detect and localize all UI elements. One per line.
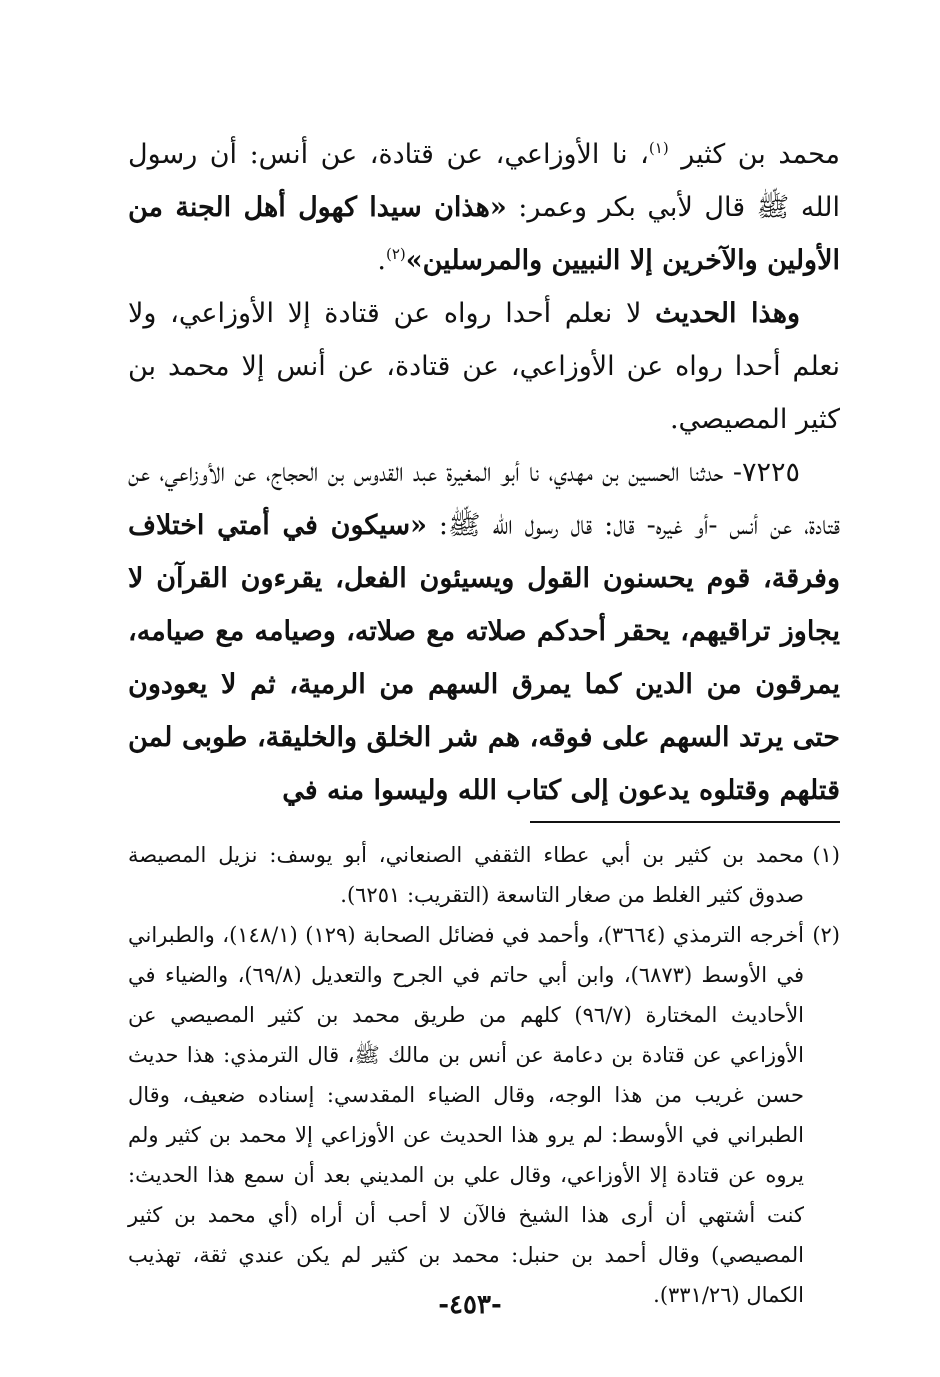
footnote-text: محمد بن كثير بن أبي عطاء الثقفي الصنعاني، أبو يوسف: نزيل المصيصة صدوق كثير الغلط من صغار التاسعة (التقريب: ٦٢٥١). — [128, 843, 804, 907]
p1-start: محمد بن كثير — [668, 139, 840, 170]
p2-text: لا نعلم أحدا رواه عن قتادة إلا الأوزاعي، ولا نعلم أحدا رواه عن الأوزاعي، عن قتادة، عن أنس إلا محمد بن كثير المصيصي. — [128, 298, 840, 435]
paragraph-2 — [128, 287, 840, 446]
footnote-separator — [128, 817, 840, 835]
footnote-2 — [128, 915, 840, 1315]
p1-end: . — [377, 245, 386, 276]
footnote-ref-1[interactable]: (١) — [648, 139, 669, 157]
paragraph-3 — [128, 446, 840, 817]
separator-line — [530, 821, 840, 823]
hadith-text-1: «هذان سيدا كهول أهل الجنة من الأولين والآخرين إلا النبيين والمرسلين» — [128, 192, 840, 276]
p1-mid: ، نا الأوزاعي، عن قتادة، عن أنس: أن رسول الله ﷺ قال لأبي بكر وعمر: — [128, 139, 840, 223]
p3-isnad: ٧٢٢٥- حدثنا الحسين بن مهدي، نا أبو المغيرة عبد القدوس بن الحجاج، عن الأوزاعي، عن قتادة، عن أنس -أو غيره- قال: قال رسول الله ﷺ: — [128, 457, 841, 541]
footnote-text: أخرجه الترمذي (٣٦٦٤)، وأحمد في فضائل الصحابة (١٢٩) (١٤٨/١)، والطبراني في الأوسط (٦٨٧٣)، وابن أبي حاتم في الجرح والتعديل (٦٩/٨)، والضياء في الأحاديث المختارة (٩٦/٧) كلهم من طريق محمد بن كثير المصيصي عن الأوزاعي عن قتادة بن دعامة عن أنس بن مالك ﷺ، قال الترمذي: هذا حديث حسن غريب من هذا الوجه، وقال الضياء المقدسي: إسناده ضعيف، وقال الطبراني في الأوسط: لم يرو هذا الحديث عن الأوزاعي إلا محمد بن كثير ولم يروه عن قتادة إلا الأوزاعي، وقال علي بن المديني بعد أن سمع هذا الحديث: كنت أشتهي أن أرى هذا الشيخ فالآن لا أحب أن أراه (أي محمد بن كثير المصيصي) وقال أحمد بن حنبل: محمد بن كثير لم يكن عندي ثقة، تهذيب الكمال (٣٣١/٢٦). — [128, 923, 805, 1307]
footnote-number: (٢) — [812, 923, 840, 947]
footnote-number: (١) — [812, 843, 840, 867]
footnote-ref-2[interactable]: (٢) — [385, 245, 406, 263]
footnotes — [128, 835, 840, 1315]
page-number: -٤٥٣- — [438, 1290, 502, 1320]
main-text — [128, 128, 840, 817]
hadith-text-2: «سيكون في أمتي اختلاف وفرقة، قوم يحسنون القول ويسيئون الفعل، يقرءون القرآن لا يجاوز تراقيهم، يحقر أحدكم صلاته مع صلاته، وصيامه مع صيامه، يمرقون من الدين كما يمرق السهم من الرمية، ثم لا يعودون حتى يرتد السهم على فوقه، هم شر الخلق والخليقة، طوبى لمن قتلهم وقتلوه يدعون إلى كتاب الله وليسوا منه في — [128, 510, 840, 806]
p2-lead: وهذا الحديث — [655, 298, 800, 329]
page-body — [128, 128, 840, 1315]
paragraph-1 — [128, 128, 840, 287]
footnote-1 — [128, 835, 840, 915]
